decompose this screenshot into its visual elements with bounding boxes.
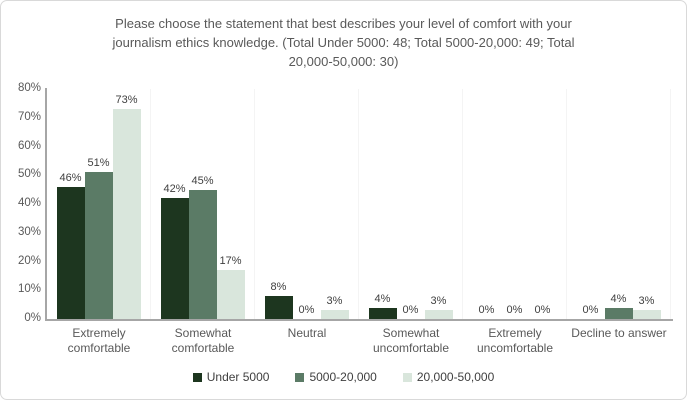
- bar-column: [605, 89, 633, 319]
- bar: [217, 270, 245, 319]
- bar-column: [369, 89, 397, 319]
- bar-value-label: 3%: [430, 295, 447, 308]
- y-tick-label: 20%: [17, 254, 41, 267]
- legend-swatch-icon: [193, 373, 202, 382]
- bar-column: [397, 89, 425, 319]
- bar: [189, 190, 217, 319]
- category-label: Neutral: [287, 326, 327, 340]
- bar-value-label: 42%: [163, 183, 186, 196]
- category-group: [255, 89, 359, 319]
- bar-value-label: 0%: [402, 304, 419, 316]
- bar-column: [473, 89, 501, 319]
- x-axis-line: [45, 319, 673, 321]
- bar-value-label: 0%: [582, 304, 599, 316]
- bar-value-label: 4%: [610, 292, 627, 305]
- y-tick-label: 70%: [17, 110, 41, 123]
- bar: [605, 308, 633, 320]
- legend-swatch-icon: [295, 373, 304, 382]
- bar-column: [85, 89, 113, 319]
- category-label: Extremely uncomfortable: [476, 326, 554, 355]
- bar: [113, 109, 141, 319]
- category-group: [463, 89, 567, 319]
- category-label: Somewhat comfortable: [171, 326, 235, 355]
- bar: [57, 187, 85, 319]
- legend-item: [193, 370, 270, 384]
- category-label: Extremely comfortable: [67, 326, 131, 355]
- bar-column: [113, 89, 141, 319]
- bar: [369, 308, 397, 320]
- bar-column: [217, 89, 245, 319]
- legend-item: [295, 370, 376, 384]
- bar-value-label: 0%: [534, 304, 551, 316]
- plot-area: [47, 89, 671, 319]
- bar: [425, 310, 453, 319]
- y-tick-label: 60%: [17, 139, 41, 152]
- bar-value-label: 0%: [506, 304, 523, 316]
- bar: [321, 310, 349, 319]
- bar: [633, 310, 661, 319]
- category-label: Decline to answer: [571, 326, 667, 340]
- bar-column: [265, 89, 293, 319]
- category-group: [359, 89, 463, 319]
- y-tick-label: 0%: [24, 312, 41, 324]
- category-group: [567, 89, 671, 319]
- category-group: [151, 89, 255, 319]
- bar-value-label: 3%: [638, 295, 655, 308]
- chart-title-line: Please choose the statement that best describes your level of comfort with your: [115, 16, 572, 31]
- y-tick-label: 80%: [17, 82, 41, 94]
- legend: [1, 370, 686, 384]
- chart-title-line: journalism ethics knowledge. (Total Under 5000: 48; Total 5000-20,000: 49; Total: [112, 35, 575, 50]
- y-tick-label: 50%: [17, 168, 41, 181]
- legend-label: 20,000-50,000: [416, 370, 495, 384]
- bar-value-label: 73%: [115, 94, 138, 107]
- y-tick-label: 40%: [17, 197, 41, 209]
- bar-column: [577, 89, 605, 319]
- chart-title: [1, 14, 686, 71]
- y-tick-label: 10%: [17, 283, 41, 296]
- bar-value-label: 17%: [219, 255, 242, 268]
- category-group: [47, 89, 151, 319]
- bar-value-label: 46%: [59, 171, 82, 184]
- bar-column: [161, 89, 189, 319]
- bar-column: [189, 89, 217, 319]
- bar-column: [529, 89, 557, 319]
- bar-value-label: 4%: [374, 292, 391, 305]
- bar: [161, 198, 189, 319]
- bar-column: [425, 89, 453, 319]
- bar-column: [57, 89, 85, 319]
- bar-value-label: 8%: [270, 281, 287, 293]
- bar-value-label: 51%: [87, 157, 110, 170]
- bar: [265, 296, 293, 319]
- bar-column: [293, 89, 321, 319]
- bar-value-label: 3%: [326, 295, 343, 308]
- legend-item: [403, 370, 494, 384]
- bar-column: [321, 89, 349, 319]
- chart-title-line: 20,000-50,000: 30): [288, 54, 399, 69]
- x-axis-category-labels: [47, 326, 671, 356]
- bar-value-label: 0%: [478, 304, 495, 316]
- y-tick-label: 30%: [17, 225, 41, 238]
- bar-value-label: 45%: [191, 174, 214, 187]
- bar: [85, 172, 113, 319]
- legend-swatch-icon: [403, 373, 412, 382]
- legend-label: Under 5000: [206, 370, 270, 384]
- bar-column: [633, 89, 661, 319]
- category-label: Somewhat uncomfortable: [372, 326, 450, 355]
- bar-column: [501, 89, 529, 319]
- bar-value-label: 0%: [298, 304, 315, 316]
- legend-label: 5000-20,000: [309, 370, 377, 384]
